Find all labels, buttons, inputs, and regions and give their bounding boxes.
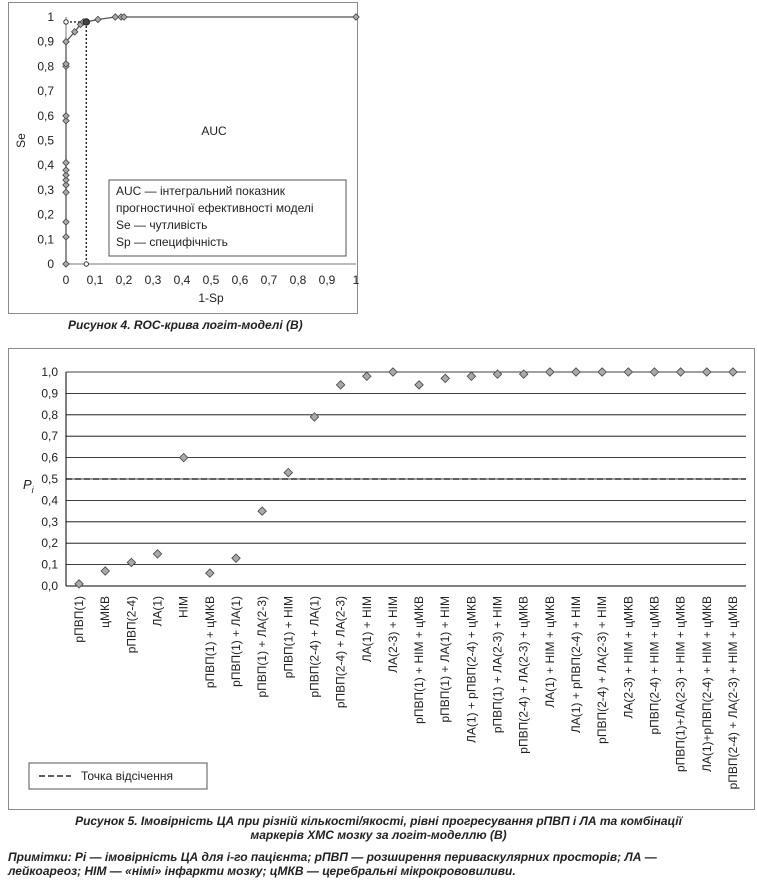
roc-x-tick-label: 0,2 xyxy=(115,273,133,287)
prob-point xyxy=(232,554,240,562)
prob-category-label: рПВП(2-4) + ЛА(2-3) xyxy=(333,596,348,709)
prob-y-tick-label: 1,0 xyxy=(41,365,58,379)
prob-category-label: ЛА(1) + НІМ xyxy=(359,596,374,663)
prob-category-label: рПВП(1) xyxy=(72,596,87,643)
prob-category-label: рПВП(2-4) + ЛА(2-3) + НІМ xyxy=(595,596,610,744)
roc-y-tick-label: 0,8 xyxy=(37,59,54,74)
prob-point xyxy=(572,368,580,376)
prob-category-label: рПВП(2-4) + ЛА(2-3) + цМКВ xyxy=(516,596,531,754)
prob-point xyxy=(729,368,737,376)
roc-y-tick-label: 0,4 xyxy=(37,158,54,173)
prob-category-label: рПВП(2-4) + НІМ + цМКВ xyxy=(647,596,662,735)
prob-category-label: рПВП(2-4) + ЛА(2-3) + НІМ + цМКВ xyxy=(725,596,740,790)
roc-point xyxy=(63,160,69,166)
figure-5-caption-line2: маркерів ХМС мозку за логіт-моделлю (В) xyxy=(250,828,507,842)
roc-y-tick-label: 1 xyxy=(47,10,54,24)
prob-category-label: рПВП(1) + цМКВ xyxy=(202,596,217,689)
prob-y-tick-label: 0,8 xyxy=(41,407,58,422)
prob-point xyxy=(284,468,292,476)
prob-category-label: рПВП(1)+ЛА(2-3) + НІМ + цМКВ xyxy=(673,596,688,773)
prob-point xyxy=(75,580,83,588)
roc-legend-line: прогностичної ефективності моделі xyxy=(116,201,314,215)
prob-point xyxy=(389,368,397,376)
figure-5-caption xyxy=(0,814,757,842)
prob-point xyxy=(101,567,109,575)
roc-point xyxy=(353,14,359,20)
roc-x-tick-label: 0,5 xyxy=(202,273,220,287)
prob-point xyxy=(650,368,658,376)
prob-category-label: рПВП(1) + ЛА(1) + НІМ xyxy=(438,596,453,723)
roc-y-tick-label: 0,7 xyxy=(37,84,54,99)
roc-x-tick-label: 1 xyxy=(352,273,360,287)
prob-point xyxy=(598,368,606,376)
roc-x-tick-label: 0,9 xyxy=(318,273,336,287)
roc-point xyxy=(63,219,69,225)
roc-chart xyxy=(9,3,360,313)
prob-category-label: рПВП(1) + НІМ + цМКВ xyxy=(412,596,427,724)
prob-category-label: ЛА(1)+рПВП(2-4) + НІМ + цМКВ xyxy=(699,596,714,773)
roc-x-tick-label: 0,1 xyxy=(86,273,104,287)
prob-category-label: рПВП(1) + НІМ xyxy=(281,596,296,679)
prob-y-tick-label: 0,4 xyxy=(41,493,58,508)
roc-point xyxy=(63,189,69,195)
prob-y-tick-label: 0,2 xyxy=(41,536,58,551)
figure-4-frame xyxy=(8,2,358,314)
roc-x-tick-label: 0,3 xyxy=(144,273,162,287)
figure-4-caption: Рисунок 4. ROC-крива логіт-моделі (В) xyxy=(68,318,303,332)
roc-cutoff-y-marker xyxy=(64,20,68,24)
prob-legend-label: Точка відсічення xyxy=(81,769,173,783)
roc-x-tick-label: 0,6 xyxy=(231,273,249,287)
prob-point xyxy=(703,368,711,376)
roc-y-tick-label: 0 xyxy=(47,257,54,271)
notes-line1: Примітки: Pi — імовірність ЦА для і-го пацієнта; рПВП — розширення периваскулярних просторів; ЛА — xyxy=(8,850,657,864)
prob-point xyxy=(153,550,161,558)
prob-point xyxy=(624,368,632,376)
roc-x-axis-label: 1-Sp xyxy=(198,291,224,305)
prob-y-tick-label: 0,0 xyxy=(41,579,58,593)
roc-cutoff-x-marker xyxy=(84,262,88,266)
roc-legend-line: Se — чутливість xyxy=(116,218,208,232)
roc-point xyxy=(63,113,69,119)
roc-y-tick-label: 0,2 xyxy=(37,207,54,222)
prob-point xyxy=(441,374,449,382)
prob-point xyxy=(676,368,684,376)
roc-point xyxy=(95,16,101,22)
prob-category-label: ЛА(2-3) + НІМ + цМКВ xyxy=(621,596,636,719)
prob-y-tick-label: 0,7 xyxy=(41,429,58,444)
prob-y-tick-label: 0,9 xyxy=(41,386,58,401)
roc-y-axis-label: Se xyxy=(14,133,28,148)
roc-point xyxy=(63,234,69,240)
roc-auc-label: AUC xyxy=(201,124,227,138)
prob-point xyxy=(415,381,423,389)
prob-category-label: рПВП(1) + ЛА(2-3) xyxy=(255,596,270,698)
prob-category-label: рПВП(1) + ЛА(2-3) + НІМ xyxy=(490,596,505,734)
prob-category-label: ЛА(1) + рПВП(2-4) + цМКВ xyxy=(464,596,479,744)
figure-5-caption-line1: Рисунок 5. Імовірність ЦА при різній кількості/якості, рівні прогресування рПВП і ЛА та комбінації xyxy=(75,814,682,828)
notes xyxy=(8,850,753,878)
roc-y-tick-label: 0,9 xyxy=(37,34,54,49)
roc-x-tick-label: 0,4 xyxy=(173,273,191,287)
roc-x-tick-label: 0,7 xyxy=(260,273,278,287)
prob-y-tick-label: 0,1 xyxy=(41,557,58,572)
prob-y-tick-label: 0,6 xyxy=(41,450,58,465)
figure-5-frame xyxy=(8,348,755,810)
roc-x-tick-label: 0,8 xyxy=(289,273,307,287)
prob-category-label: рПВП(2-4) xyxy=(124,596,139,654)
roc-y-tick-label: 0,5 xyxy=(37,133,54,148)
prob-point xyxy=(363,372,371,380)
roc-point xyxy=(63,261,69,267)
prob-category-label: цМКВ xyxy=(98,596,113,628)
prob-point xyxy=(127,558,135,566)
prob-point xyxy=(519,370,527,378)
notes-line2: лейкоареоз; НІМ — «німі» інфаркти мозку; цМКВ — церебральні мікрокрововиливи. xyxy=(8,864,516,878)
roc-legend-line: AUC — інтегральний показник xyxy=(116,184,285,198)
probability-chart xyxy=(9,349,754,809)
prob-category-label: ЛА(1) + НІМ + цМКВ xyxy=(542,596,557,708)
roc-x-tick-label: 0 xyxy=(62,273,70,287)
prob-y-axis-label: $P_i$ xyxy=(23,477,34,495)
prob-point xyxy=(310,413,318,421)
roc-cutoff-point xyxy=(83,19,89,25)
prob-category-label: ЛА(2-3) + НІМ xyxy=(385,596,400,673)
roc-legend-line: Sp — специфічність xyxy=(116,235,228,249)
prob-category-label: рПВП(2-4) + ЛА(1) xyxy=(307,596,322,698)
roc-point xyxy=(63,167,69,173)
prob-category-label: рПВП(1) + ЛА(1) xyxy=(229,596,243,687)
roc-y-tick-label: 0,6 xyxy=(37,108,54,123)
prob-y-tick-label: 0,3 xyxy=(41,514,58,529)
prob-point xyxy=(467,372,475,380)
prob-y-tick-label: 0,5 xyxy=(41,472,58,486)
prob-point xyxy=(179,453,187,461)
prob-point xyxy=(336,381,344,389)
prob-point xyxy=(546,368,554,376)
roc-y-tick-label: 0,1 xyxy=(37,232,54,247)
prob-point xyxy=(258,507,266,515)
prob-point xyxy=(493,370,501,378)
prob-category-label: НІМ xyxy=(176,596,191,618)
roc-y-tick-label: 0,3 xyxy=(37,182,54,197)
prob-category-label: ЛА(1) xyxy=(150,596,165,627)
prob-point xyxy=(206,569,214,577)
prob-category-label: ЛА(1) + рПВП(2-4) + НІМ xyxy=(569,596,583,734)
